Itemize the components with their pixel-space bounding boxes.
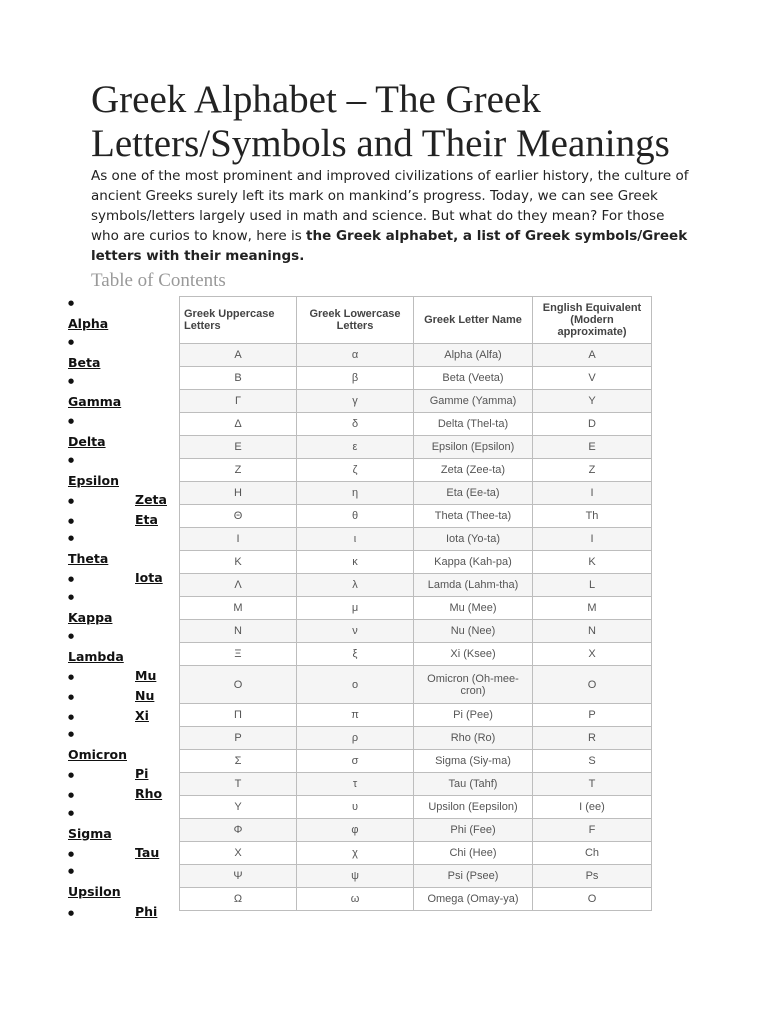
bullet-icon: ●: [68, 575, 75, 584]
bullet-icon: ●: [68, 771, 75, 780]
toc-link-kappa[interactable]: Kappa: [68, 610, 113, 625]
toc-link-phi[interactable]: Phi: [135, 903, 158, 919]
table-row: [180, 597, 652, 620]
bullet-icon: ●: [68, 338, 75, 347]
table-row: [180, 390, 652, 413]
english-equivalent-cell: O: [533, 666, 652, 704]
lowercase-cell: κ: [297, 551, 414, 574]
lowercase-cell: υ: [297, 796, 414, 819]
toc-link-alpha[interactable]: Alpha: [68, 316, 109, 331]
uppercase-cell: Π: [180, 704, 297, 727]
lowercase-cell: ι: [297, 528, 414, 551]
lowercase-cell: τ: [297, 773, 414, 796]
english-equivalent-cell: I: [533, 482, 652, 505]
toc-link-xi[interactable]: Xi: [135, 707, 149, 723]
letter-name-cell: Chi (Hee): [414, 842, 533, 865]
letter-name-cell: Zeta (Zee-ta): [414, 459, 533, 482]
letter-name-cell: Theta (Thee-ta): [414, 505, 533, 528]
lowercase-cell: ψ: [297, 865, 414, 888]
letter-name-cell: Gamme (Yamma): [414, 390, 533, 413]
uppercase-cell: Γ: [180, 390, 297, 413]
table-row: [180, 865, 652, 888]
bullet-icon: ●: [68, 416, 75, 425]
intro-paragraph: [91, 166, 691, 266]
uppercase-cell: Δ: [180, 413, 297, 436]
table-row: [180, 528, 652, 551]
toc-item-sigma: [68, 806, 176, 846]
uppercase-cell: Ι: [180, 528, 297, 551]
english-equivalent-cell: A: [533, 344, 652, 367]
table-row: [180, 367, 652, 390]
table-header-row: [180, 297, 652, 344]
letter-name-cell: Epsilon (Epsilon): [414, 436, 533, 459]
intro-bold-text: the Greek alphabet, a list of Greek symbols/Greek letters with their meanings.: [91, 228, 688, 264]
table-body: [180, 344, 652, 911]
bullet-icon: ●: [68, 632, 75, 641]
bullet-icon: ●: [68, 299, 75, 307]
bullet-icon: ●: [68, 455, 75, 464]
toc-link-epsilon[interactable]: Epsilon: [68, 472, 119, 488]
english-equivalent-cell: X: [533, 643, 652, 666]
english-equivalent-cell: K: [533, 551, 652, 574]
table-row: [180, 413, 652, 436]
table-row: [180, 482, 652, 505]
uppercase-cell: Σ: [180, 750, 297, 773]
lowercase-cell: ρ: [297, 727, 414, 750]
uppercase-cell: Η: [180, 482, 297, 505]
bullet-icon: ●: [68, 516, 75, 525]
article-title: Greek Alphabet – The Greek Letters/Symbols and Their Meanings: [91, 78, 670, 165]
lowercase-cell: φ: [297, 819, 414, 842]
lowercase-cell: λ: [297, 574, 414, 597]
uppercase-cell: Ρ: [180, 727, 297, 750]
uppercase-cell: Φ: [180, 819, 297, 842]
uppercase-cell: Θ: [180, 505, 297, 528]
english-equivalent-cell: P: [533, 704, 652, 727]
letter-name-cell: Pi (Pee): [414, 704, 533, 727]
letter-name-cell: Psi (Psee): [414, 865, 533, 888]
toc-item-theta: [68, 531, 176, 571]
uppercase-cell: Β: [180, 367, 297, 390]
table-row: [180, 666, 652, 704]
lowercase-cell: ν: [297, 620, 414, 643]
english-equivalent-cell: O: [533, 888, 652, 911]
bullet-icon: ●: [68, 908, 75, 917]
toc-link-tau[interactable]: Tau: [135, 844, 160, 860]
toc-link-sigma[interactable]: Sigma: [68, 825, 112, 841]
english-equivalent-cell: Ch: [533, 842, 652, 865]
table-row: [180, 643, 652, 666]
toc-item-beta: [68, 335, 176, 375]
lowercase-cell: ζ: [297, 459, 414, 482]
lowercase-cell: β: [297, 367, 414, 390]
toc-link-zeta[interactable]: Zeta: [135, 492, 167, 507]
toc-link-pi[interactable]: Pi: [135, 766, 149, 782]
toc-link-eta[interactable]: Eta: [135, 511, 158, 527]
lowercase-cell: ε: [297, 436, 414, 459]
letter-name-cell: Mu (Mee): [414, 597, 533, 620]
english-equivalent-cell: T: [533, 773, 652, 796]
english-equivalent-cell: V: [533, 367, 652, 390]
toc-link-lambda[interactable]: Lambda: [68, 649, 124, 665]
bullet-icon: ●: [68, 534, 75, 543]
lowercase-cell: γ: [297, 390, 414, 413]
bullet-icon: ●: [68, 791, 75, 799]
bullet-icon: ●: [68, 730, 75, 739]
table-row: [180, 620, 652, 643]
uppercase-cell: Ε: [180, 436, 297, 459]
lowercase-cell: χ: [297, 842, 414, 865]
uppercase-cell: Ψ: [180, 865, 297, 888]
bullet-icon: ●: [68, 593, 75, 601]
bullet-icon: ●: [68, 867, 75, 876]
letter-name-cell: Phi (Fee): [414, 819, 533, 842]
english-equivalent-cell: I (ee): [533, 796, 652, 819]
toc-link-delta[interactable]: Delta: [68, 433, 106, 449]
uppercase-cell: Λ: [180, 574, 297, 597]
toc-item-epsilon: [68, 453, 176, 493]
uppercase-cell: Ω: [180, 888, 297, 911]
table-row: [180, 773, 652, 796]
table-row: [180, 704, 652, 727]
uppercase-cell: Α: [180, 344, 297, 367]
lowercase-cell: ο: [297, 666, 414, 704]
english-equivalent-cell: Th: [533, 505, 652, 528]
english-equivalent-cell: Y: [533, 390, 652, 413]
letter-name-cell: Alpha (Alfa): [414, 344, 533, 367]
toc-link-nu[interactable]: Nu: [135, 688, 155, 703]
toc-item-lambda: [68, 629, 176, 669]
letter-name-cell: Upsilon (Eepsilon): [414, 796, 533, 819]
lowercase-cell: μ: [297, 597, 414, 620]
lowercase-cell: ξ: [297, 643, 414, 666]
lowercase-cell: α: [297, 344, 414, 367]
lowercase-cell: θ: [297, 505, 414, 528]
bullet-icon: ●: [68, 693, 75, 701]
letter-name-cell: Tau (Tahf): [414, 773, 533, 796]
english-equivalent-cell: Z: [533, 459, 652, 482]
header-lowercase: Greek Lowercase Letters: [297, 297, 414, 344]
english-equivalent-cell: I: [533, 528, 652, 551]
bullet-icon: ●: [68, 849, 75, 858]
toc-link-iota[interactable]: Iota: [135, 570, 163, 586]
uppercase-cell: Ξ: [180, 643, 297, 666]
english-equivalent-cell: S: [533, 750, 652, 773]
table-row: [180, 819, 652, 842]
letter-name-cell: Omega (Omay-ya): [414, 888, 533, 911]
english-equivalent-cell: D: [533, 413, 652, 436]
english-equivalent-cell: R: [533, 727, 652, 750]
toc-item-phi: [68, 904, 176, 944]
toc-title: Table of Contents: [91, 270, 226, 291]
table-row: [180, 727, 652, 750]
letter-name-cell: Nu (Nee): [414, 620, 533, 643]
english-equivalent-cell: N: [533, 620, 652, 643]
uppercase-cell: Τ: [180, 773, 297, 796]
table-row: [180, 551, 652, 574]
uppercase-cell: Χ: [180, 842, 297, 865]
lowercase-cell: ω: [297, 888, 414, 911]
letter-name-cell: Omicron (Oh-mee-cron): [414, 666, 533, 704]
letter-name-cell: Rho (Ro): [414, 727, 533, 750]
toc-link-mu[interactable]: Mu: [135, 668, 157, 684]
english-equivalent-cell: F: [533, 819, 652, 842]
bullet-icon: ●: [68, 377, 75, 386]
uppercase-cell: Μ: [180, 597, 297, 620]
header-uppercase: Greek Uppercase Letters: [180, 297, 297, 344]
toc-item-kappa: [68, 590, 176, 630]
toc-item-delta: [68, 414, 176, 454]
toc-item-gamma: [68, 374, 176, 414]
letter-name-cell: Sigma (Siy-ma): [414, 750, 533, 773]
greek-alphabet-table: [179, 296, 652, 911]
toc-item-alpha: [68, 296, 176, 336]
uppercase-cell: Ν: [180, 620, 297, 643]
toc-item-omicron: [68, 727, 176, 767]
table-row: [180, 796, 652, 819]
table-row: [180, 344, 652, 367]
lowercase-cell: σ: [297, 750, 414, 773]
table-row: [180, 505, 652, 528]
english-equivalent-cell: Ps: [533, 865, 652, 888]
letter-name-cell: Kappa (Kah-pa): [414, 551, 533, 574]
letter-name-cell: Xi (Ksee): [414, 643, 533, 666]
lowercase-cell: π: [297, 704, 414, 727]
english-equivalent-cell: M: [533, 597, 652, 620]
bullet-icon: ●: [68, 712, 75, 721]
header-english-equivalent: English Equivalent (Modern approximate): [533, 297, 652, 344]
table-row: [180, 842, 652, 865]
intro-text: As one of the most prominent and improved civilizations of earlier history, the culture of ancient Greeks surely left its mark on mankind’s progress. Today, we can see Greek symbols/letters largely used in math and science. But what do they mean? For those who are curios to know, here is: [91, 168, 689, 244]
table-row: [180, 888, 652, 911]
english-equivalent-cell: E: [533, 436, 652, 459]
toc-link-theta[interactable]: Theta: [68, 551, 109, 567]
lowercase-cell: η: [297, 482, 414, 505]
letter-name-cell: Iota (Yo-ta): [414, 528, 533, 551]
uppercase-cell: Κ: [180, 551, 297, 574]
letter-name-cell: Delta (Thel-ta): [414, 413, 533, 436]
english-equivalent-cell: L: [533, 574, 652, 597]
letter-name-cell: Eta (Ee-ta): [414, 482, 533, 505]
toc-link-gamma[interactable]: Gamma: [68, 394, 122, 410]
bullet-icon: ●: [68, 808, 75, 817]
toc-link-upsilon[interactable]: Upsilon: [68, 884, 121, 900]
bullet-icon: ●: [68, 673, 75, 682]
toc-item-upsilon: [68, 864, 176, 904]
letter-name-cell: Beta (Veeta): [414, 367, 533, 390]
toc-link-beta[interactable]: Beta: [68, 355, 101, 371]
uppercase-cell: Ο: [180, 666, 297, 704]
uppercase-cell: Ζ: [180, 459, 297, 482]
table-row: [180, 459, 652, 482]
bullet-icon: ●: [68, 497, 75, 505]
toc-link-omicron[interactable]: Omicron: [68, 747, 127, 763]
toc-link-rho[interactable]: Rho: [135, 786, 163, 801]
uppercase-cell: Υ: [180, 796, 297, 819]
letter-name-cell: Lamda (Lahm-tha): [414, 574, 533, 597]
table-row: [180, 574, 652, 597]
header-letter-name: Greek Letter Name: [414, 297, 533, 344]
table-row: [180, 436, 652, 459]
table-row: [180, 750, 652, 773]
lowercase-cell: δ: [297, 413, 414, 436]
